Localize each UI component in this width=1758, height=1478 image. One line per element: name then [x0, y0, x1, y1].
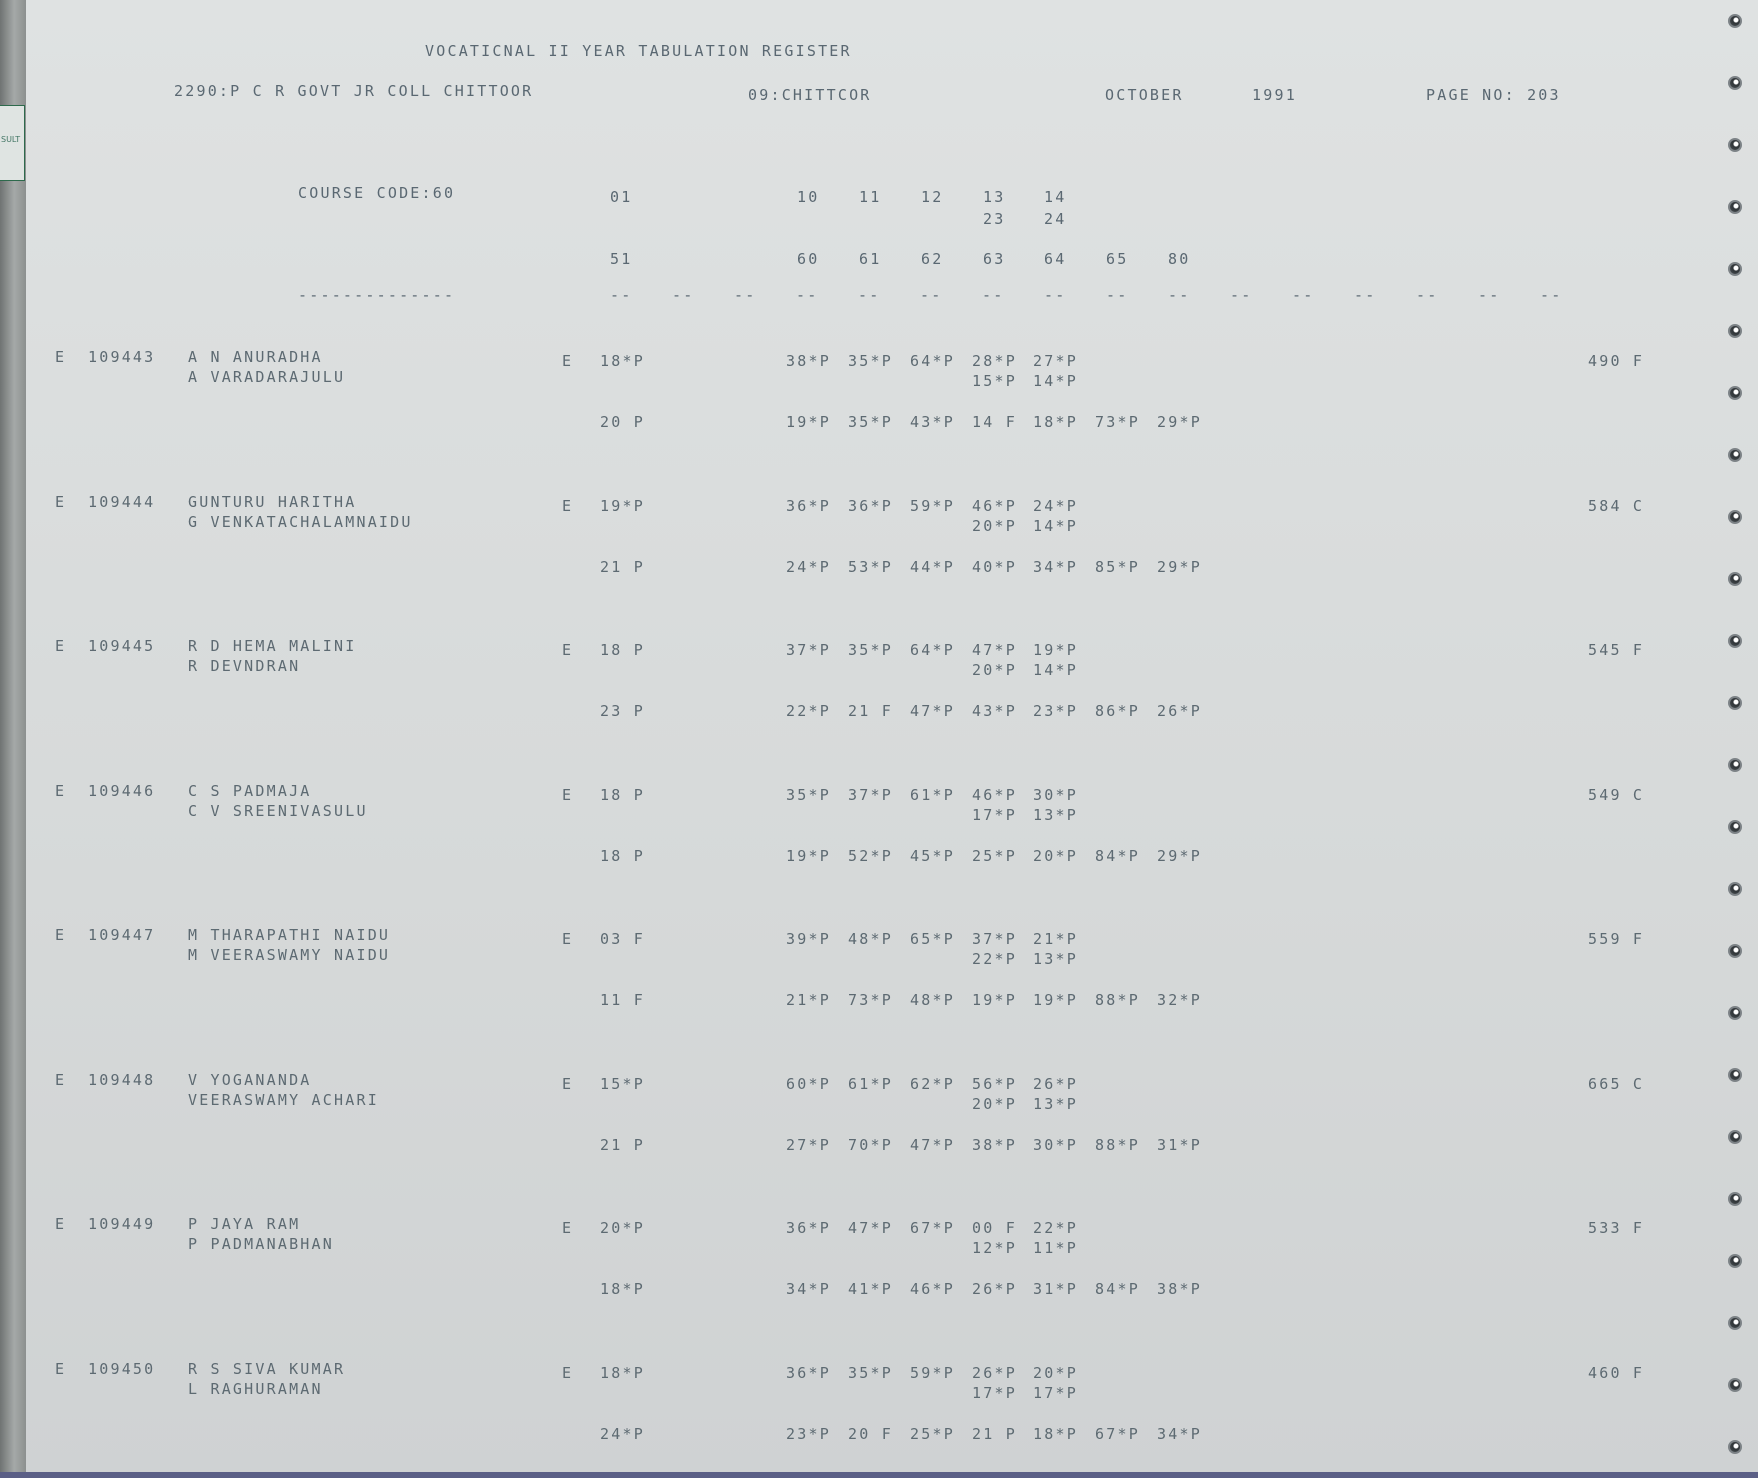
subject-mark: 20*P — [1033, 847, 1078, 865]
subject-mark: 65*P — [910, 930, 955, 948]
subject-mark: 38*P — [1157, 1280, 1202, 1298]
column-divider: -- — [1416, 286, 1439, 304]
subject-mark: 00 F — [972, 1219, 1017, 1237]
mark-part2-lang: 23 P — [600, 702, 645, 720]
mark-part1-lang: 15*P — [600, 1075, 645, 1093]
subject-mark: 36*P — [848, 497, 893, 515]
practical-mark: 12*P — [972, 1239, 1017, 1257]
subject-mark: 26*P — [1033, 1075, 1078, 1093]
practical-mark: 17*P — [972, 806, 1017, 824]
exam-month: OCTOBER — [1105, 86, 1184, 104]
subject-mark: 34*P — [786, 1280, 831, 1298]
subject-mark: 35*P — [848, 1364, 893, 1382]
mark-part1-lang: 19*P — [600, 497, 645, 515]
subject-mark: 19*P — [1033, 991, 1078, 1009]
column-code: 61 — [859, 250, 882, 268]
practical-mark: 15*P — [972, 372, 1017, 390]
roll-number: 109444 — [88, 493, 156, 511]
subject-mark: 41*P — [848, 1280, 893, 1298]
subject-mark: 48*P — [910, 991, 955, 1009]
subject-mark: 34*P — [1157, 1425, 1202, 1443]
subject-mark: 73*P — [848, 991, 893, 1009]
medium-code: E — [562, 352, 574, 370]
mark-part2-lang: 18*P — [600, 1280, 645, 1298]
column-code: 24 — [1044, 210, 1067, 228]
subject-mark: 52*P — [848, 847, 893, 865]
subject-mark: 88*P — [1095, 991, 1140, 1009]
subject-mark: 28*P — [972, 352, 1017, 370]
subject-mark: 21 P — [972, 1425, 1017, 1443]
subject-mark: 21 F — [848, 702, 893, 720]
exam-status: E — [55, 493, 67, 511]
total-and-result: 460 F — [1588, 1364, 1645, 1382]
punch-hole — [1728, 510, 1742, 524]
total-and-result: 584 C — [1588, 497, 1645, 515]
subject-mark: 32*P — [1157, 991, 1202, 1009]
punch-hole — [1728, 386, 1742, 400]
parent-name: A VARADARAJULU — [188, 368, 346, 386]
student-name: C S PADMAJA — [188, 782, 312, 800]
column-code: 64 — [1044, 250, 1067, 268]
subject-mark: 21*P — [786, 991, 831, 1009]
column-divider: -- — [734, 286, 757, 304]
punch-hole — [1728, 1130, 1742, 1144]
column-code: 14 — [1044, 188, 1067, 206]
mark-part2-lang: 21 P — [600, 558, 645, 576]
column-divider: -- — [1292, 286, 1315, 304]
total-and-result: 559 F — [1588, 930, 1645, 948]
student-name: GUNTURU HARITHA — [188, 493, 357, 511]
exam-status: E — [55, 637, 67, 655]
subject-mark: 86*P — [1095, 702, 1140, 720]
roll-number: 109449 — [88, 1215, 156, 1233]
column-code: 51 — [610, 250, 633, 268]
column-code: 12 — [921, 188, 944, 206]
column-divider: -- — [1044, 286, 1067, 304]
parent-name: P PADMANABHAN — [188, 1235, 334, 1253]
mark-part1-lang: 18 P — [600, 786, 645, 804]
column-code: 80 — [1168, 250, 1191, 268]
mark-part2-lang: 24*P — [600, 1425, 645, 1443]
mark-part1-lang: 20*P — [600, 1219, 645, 1237]
subject-mark: 31*P — [1033, 1280, 1078, 1298]
subject-mark: 27*P — [1033, 352, 1078, 370]
subject-mark: 29*P — [1157, 558, 1202, 576]
column-divider: -- — [982, 286, 1005, 304]
tabulation-sheet — [26, 0, 1758, 1478]
exam-status: E — [55, 1360, 67, 1378]
page-number: PAGE NO: 203 — [1426, 86, 1561, 104]
subject-mark: 40*P — [972, 558, 1017, 576]
roll-number: 109450 — [88, 1360, 156, 1378]
subject-mark: 14 F — [972, 413, 1017, 431]
punch-hole — [1728, 200, 1742, 214]
punch-hole — [1728, 1068, 1742, 1082]
subject-mark: 34*P — [1033, 558, 1078, 576]
subject-mark: 61*P — [910, 786, 955, 804]
punch-hole — [1728, 634, 1742, 648]
subject-mark: 30*P — [1033, 1136, 1078, 1154]
subject-mark: 23*P — [1033, 702, 1078, 720]
subject-mark: 30*P — [1033, 786, 1078, 804]
column-divider: -- — [1106, 286, 1129, 304]
total-and-result: 545 F — [1588, 641, 1645, 659]
subject-mark: 67*P — [1095, 1425, 1140, 1443]
subject-mark: 24*P — [1033, 497, 1078, 515]
medium-code: E — [562, 786, 574, 804]
column-code: 11 — [859, 188, 882, 206]
column-divider: -- — [1168, 286, 1191, 304]
subject-mark: 47*P — [910, 702, 955, 720]
subject-mark: 46*P — [910, 1280, 955, 1298]
subject-mark: 20*P — [1033, 1364, 1078, 1382]
parent-name: L RAGHURAMAN — [188, 1380, 323, 1398]
punch-hole — [1728, 1254, 1742, 1268]
mark-part1-lang: 18*P — [600, 1364, 645, 1382]
subject-mark: 84*P — [1095, 1280, 1140, 1298]
roll-number: 109445 — [88, 637, 156, 655]
subject-mark: 59*P — [910, 497, 955, 515]
exam-status: E — [55, 1215, 67, 1233]
parent-name: C V SREENIVASULU — [188, 802, 368, 820]
subject-mark: 67*P — [910, 1219, 955, 1237]
column-divider: -- — [1230, 286, 1253, 304]
subject-mark: 29*P — [1157, 413, 1202, 431]
subject-mark: 46*P — [972, 786, 1017, 804]
exam-status: E — [55, 782, 67, 800]
column-divider: -- — [1478, 286, 1501, 304]
subject-mark: 31*P — [1157, 1136, 1202, 1154]
roll-number: 109447 — [88, 926, 156, 944]
subject-mark: 24*P — [786, 558, 831, 576]
practical-mark: 22*P — [972, 950, 1017, 968]
subject-mark: 27*P — [786, 1136, 831, 1154]
subject-mark: 88*P — [1095, 1136, 1140, 1154]
practical-mark: 13*P — [1033, 950, 1078, 968]
column-code: 10 — [797, 188, 820, 206]
column-divider: -- — [796, 286, 819, 304]
punch-hole — [1728, 262, 1742, 276]
total-and-result: 549 C — [1588, 786, 1645, 804]
practical-mark: 17*P — [972, 1384, 1017, 1402]
subject-mark: 18*P — [1033, 413, 1078, 431]
punch-hole — [1728, 1006, 1742, 1020]
subject-mark: 23*P — [786, 1425, 831, 1443]
student-name: V YOGANANDA — [188, 1071, 312, 1089]
punch-hole — [1728, 820, 1742, 834]
course-code-underline: -------------- — [298, 286, 456, 304]
medium-code: E — [562, 1364, 574, 1382]
subject-mark: 26*P — [972, 1364, 1017, 1382]
medium-code: E — [562, 497, 574, 515]
punch-hole — [1728, 882, 1742, 896]
punch-hole — [1728, 1316, 1742, 1330]
subject-mark: 37*P — [786, 641, 831, 659]
punch-hole — [1728, 758, 1742, 772]
column-divider: -- — [610, 286, 633, 304]
subject-mark: 47*P — [972, 641, 1017, 659]
punch-hole — [1728, 1440, 1742, 1454]
practical-mark: 20*P — [972, 517, 1017, 535]
mark-part1-lang: 18*P — [600, 352, 645, 370]
practical-mark: 20*P — [972, 661, 1017, 679]
parent-name: M VEERASWAMY NAIDU — [188, 946, 391, 964]
mark-part1-lang: 18 P — [600, 641, 645, 659]
subject-mark: 44*P — [910, 558, 955, 576]
punch-hole — [1728, 696, 1742, 710]
punch-hole — [1728, 572, 1742, 586]
subject-mark: 25*P — [972, 847, 1017, 865]
parent-name: VEERASWAMY ACHARI — [188, 1091, 379, 1109]
roll-number: 109448 — [88, 1071, 156, 1089]
subject-mark: 37*P — [848, 786, 893, 804]
column-code: 62 — [921, 250, 944, 268]
college-name: 2290:P C R GOVT JR COLL CHITTOOR — [174, 82, 534, 100]
practical-mark: 13*P — [1033, 1095, 1078, 1113]
subject-mark: 43*P — [972, 702, 1017, 720]
column-divider: -- — [672, 286, 695, 304]
student-name: M THARAPATHI NAIDU — [188, 926, 391, 944]
punch-hole — [1728, 324, 1742, 338]
subject-mark: 64*P — [910, 352, 955, 370]
parent-name: G VENKATACHALAMNAIDU — [188, 513, 413, 531]
column-code: 65 — [1106, 250, 1129, 268]
medium-code: E — [562, 1075, 574, 1093]
subject-mark: 43*P — [910, 413, 955, 431]
subject-mark: 19*P — [786, 847, 831, 865]
exam-status: E — [55, 926, 67, 944]
subject-mark: 36*P — [786, 1364, 831, 1382]
subject-mark: 47*P — [848, 1219, 893, 1237]
practical-mark: 14*P — [1033, 661, 1078, 679]
practical-mark: 14*P — [1033, 372, 1078, 390]
subject-mark: 85*P — [1095, 558, 1140, 576]
mark-part1-lang: 03 F — [600, 930, 645, 948]
subject-mark: 19*P — [972, 991, 1017, 1009]
student-name: R D HEMA MALINI — [188, 637, 357, 655]
subject-mark: 45*P — [910, 847, 955, 865]
punch-hole — [1728, 138, 1742, 152]
subject-mark: 22*P — [786, 702, 831, 720]
subject-mark: 20 F — [848, 1425, 893, 1443]
district-name: 09:CHITTCOR — [748, 86, 872, 104]
subject-mark: 35*P — [848, 641, 893, 659]
column-divider: -- — [1540, 286, 1563, 304]
medium-code: E — [562, 1219, 574, 1237]
column-code: 63 — [983, 250, 1006, 268]
course-code: COURSE CODE:60 — [298, 184, 456, 202]
subject-mark: 18*P — [1033, 1425, 1078, 1443]
column-code: 60 — [797, 250, 820, 268]
subject-mark: 35*P — [848, 352, 893, 370]
roll-number: 109446 — [88, 782, 156, 800]
exam-year: 1991 — [1252, 86, 1297, 104]
mark-part2-lang: 18 P — [600, 847, 645, 865]
subject-mark: 47*P — [910, 1136, 955, 1154]
subject-mark: 39*P — [786, 930, 831, 948]
subject-mark: 36*P — [786, 1219, 831, 1237]
punch-hole — [1728, 448, 1742, 462]
practical-mark: 17*P — [1033, 1384, 1078, 1402]
subject-mark: 21*P — [1033, 930, 1078, 948]
student-name: A N ANURADHA — [188, 348, 323, 366]
practical-mark: 13*P — [1033, 806, 1078, 824]
subject-mark: 35*P — [786, 786, 831, 804]
exam-status: E — [55, 348, 67, 366]
subject-mark: 56*P — [972, 1075, 1017, 1093]
parent-name: R DEVNDRAN — [188, 657, 301, 675]
punch-hole — [1728, 1192, 1742, 1206]
subject-mark: 37*P — [972, 930, 1017, 948]
total-and-result: 533 F — [1588, 1219, 1645, 1237]
subject-mark: 22*P — [1033, 1219, 1078, 1237]
subject-mark: 73*P — [1095, 413, 1140, 431]
exam-status: E — [55, 1071, 67, 1089]
subject-mark: 25*P — [910, 1425, 955, 1443]
medium-code: E — [562, 641, 574, 659]
subject-mark: 35*P — [848, 413, 893, 431]
subject-mark: 38*P — [972, 1136, 1017, 1154]
column-code: 23 — [983, 210, 1006, 228]
student-name: R S SIVA KUMAR — [188, 1360, 346, 1378]
subject-mark: 70*P — [848, 1136, 893, 1154]
subject-mark: 26*P — [1157, 702, 1202, 720]
subject-mark: 29*P — [1157, 847, 1202, 865]
subject-mark: 19*P — [786, 413, 831, 431]
student-name: P JAYA RAM — [188, 1215, 301, 1233]
practical-mark: 20*P — [972, 1095, 1017, 1113]
subject-mark: 62*P — [910, 1075, 955, 1093]
column-code: 01 — [610, 188, 633, 206]
mark-part2-lang: 21 P — [600, 1136, 645, 1154]
column-code: 13 — [983, 188, 1006, 206]
page-bottom-edge — [0, 1472, 1758, 1478]
punch-hole — [1728, 76, 1742, 90]
practical-mark: 11*P — [1033, 1239, 1078, 1257]
total-and-result: 665 C — [1588, 1075, 1645, 1093]
index-tab: SULT — [0, 105, 25, 181]
column-divider: -- — [920, 286, 943, 304]
subject-mark: 53*P — [848, 558, 893, 576]
subject-mark: 84*P — [1095, 847, 1140, 865]
medium-code: E — [562, 930, 574, 948]
subject-mark: 59*P — [910, 1364, 955, 1382]
subject-mark: 64*P — [910, 641, 955, 659]
subject-mark: 61*P — [848, 1075, 893, 1093]
mark-part2-lang: 20 P — [600, 413, 645, 431]
register-title: VOCATICNAL II YEAR TABULATION REGISTER — [425, 42, 852, 60]
punch-hole — [1728, 14, 1742, 28]
subject-mark: 19*P — [1033, 641, 1078, 659]
column-divider: -- — [858, 286, 881, 304]
subject-mark: 38*P — [786, 352, 831, 370]
column-divider: -- — [1354, 286, 1377, 304]
practical-mark: 14*P — [1033, 517, 1078, 535]
subject-mark: 48*P — [848, 930, 893, 948]
binder-spine — [0, 0, 26, 1478]
subject-mark: 60*P — [786, 1075, 831, 1093]
total-and-result: 490 F — [1588, 352, 1645, 370]
subject-mark: 26*P — [972, 1280, 1017, 1298]
subject-mark: 46*P — [972, 497, 1017, 515]
punch-hole — [1728, 1378, 1742, 1392]
roll-number: 109443 — [88, 348, 156, 366]
subject-mark: 36*P — [786, 497, 831, 515]
mark-part2-lang: 11 F — [600, 991, 645, 1009]
punch-hole — [1728, 944, 1742, 958]
